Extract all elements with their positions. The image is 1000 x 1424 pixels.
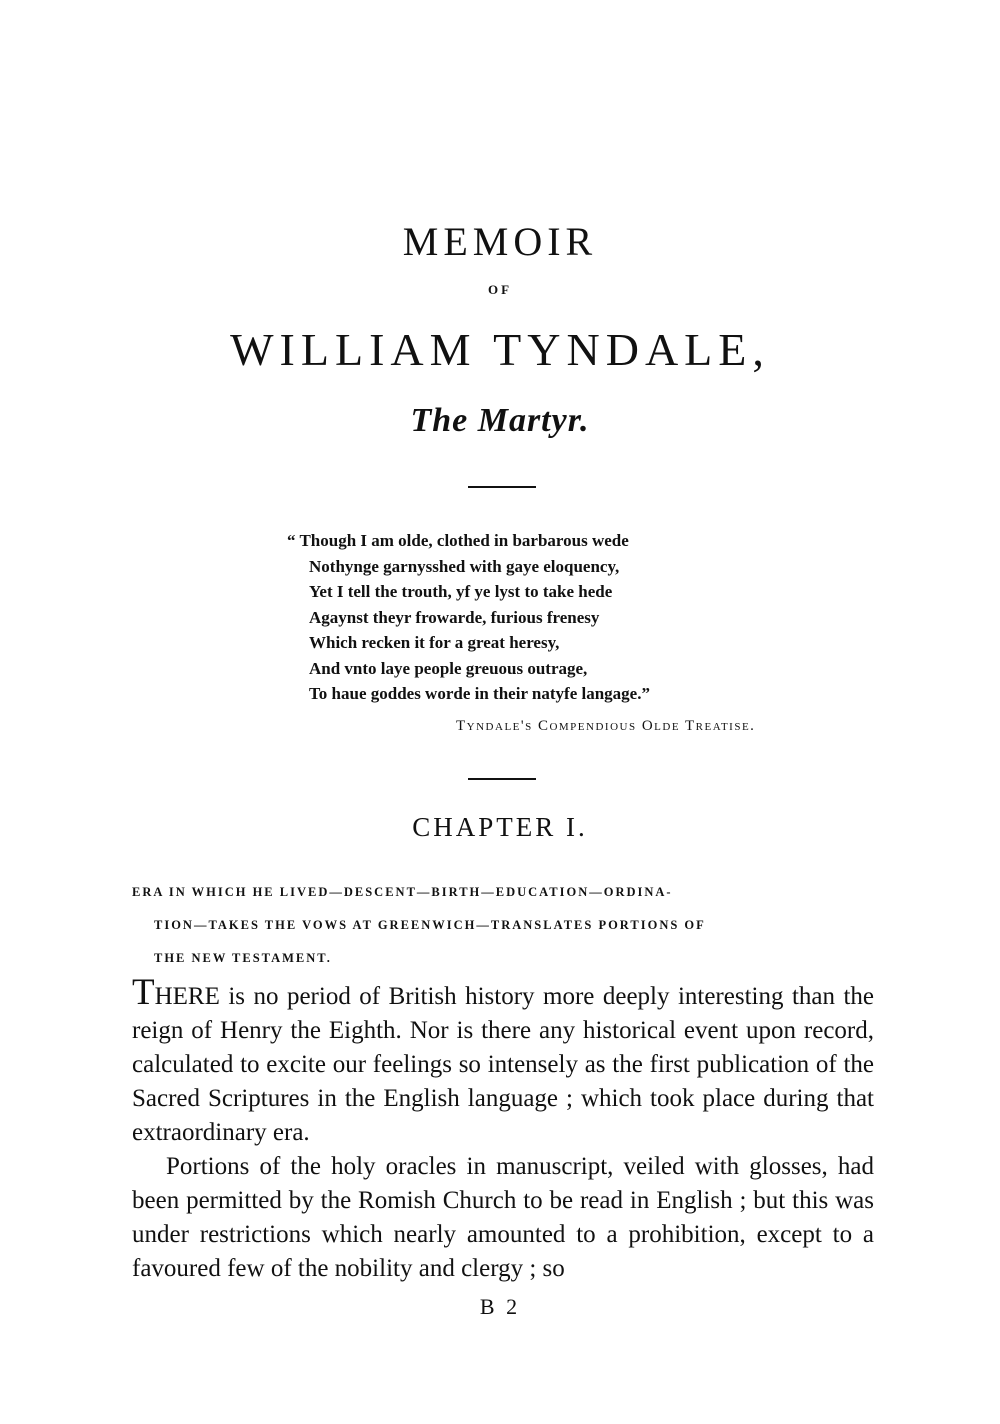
title-memoir: MEMOIR [402,219,598,264]
synopsis-line: THE NEW TESTAMENT. [154,951,332,965]
divider-rule-bottom [468,778,536,780]
title-name: WILLIAM TYNDALE, [230,324,770,375]
epigraph-line: “ Though I am olde, clothed in barbarous wede [287,531,629,550]
title-subtitle: The Martyr. [410,402,590,439]
chapter-title: CHAPTER I. [412,812,588,842]
signature-mark: B 2 [479,1294,521,1319]
epigraph-attribution: Tyndale's Compendious Olde Treatise. [456,718,756,734]
drop-cap: T [132,972,155,1013]
chapter-synopsis [134,876,879,975]
epigraph-line: And vnto laye people greuous outrage, [309,658,588,678]
epigraph-line: Agaynst theyr frowarde, furious frenesy [309,607,600,627]
title-of: OF [487,282,513,297]
synopsis-line: TION—TAKES THE VOWS AT GREENWICH—TRANSLATES PORTIONS OF [154,918,706,932]
epigraph-poem [287,528,887,707]
epigraph-line: Yet I tell the trouth, yf ye lyst to take hede [309,582,613,601]
paragraph-1 [132,972,874,1150]
divider-rule-top [468,486,536,488]
body-text [132,972,874,1286]
paragraph-1-text: HERE is no period of British history more deeply interesting than the reign of Henry the Eighth. Nor is there any historical event upon record, calculated to excite our feelings so intensely as the first publication of the Sacred Scriptures in the English language ; which took place during that extraordinary era. [132,983,874,1146]
epigraph-line: To haue goddes worde in their natyfe langage.” [309,684,650,703]
epigraph-line: Which recken it for a great heresy, [309,633,560,652]
paragraph-2: Portions of the holy oracles in manuscript, veiled with glosses, had been permitted by the Romish Church to be read in English ; but this was under restrictions which nearly amounted to a prohibition, except to a favoured few of the nobility and clergy ; so [132,1153,874,1282]
epigraph-line: Nothynge garnysshed with gaye eloquency, [309,556,620,576]
synopsis-line: ERA IN WHICH HE LIVED—DESCENT—BIRTH—EDUCATION—ORDINA- [132,885,673,899]
